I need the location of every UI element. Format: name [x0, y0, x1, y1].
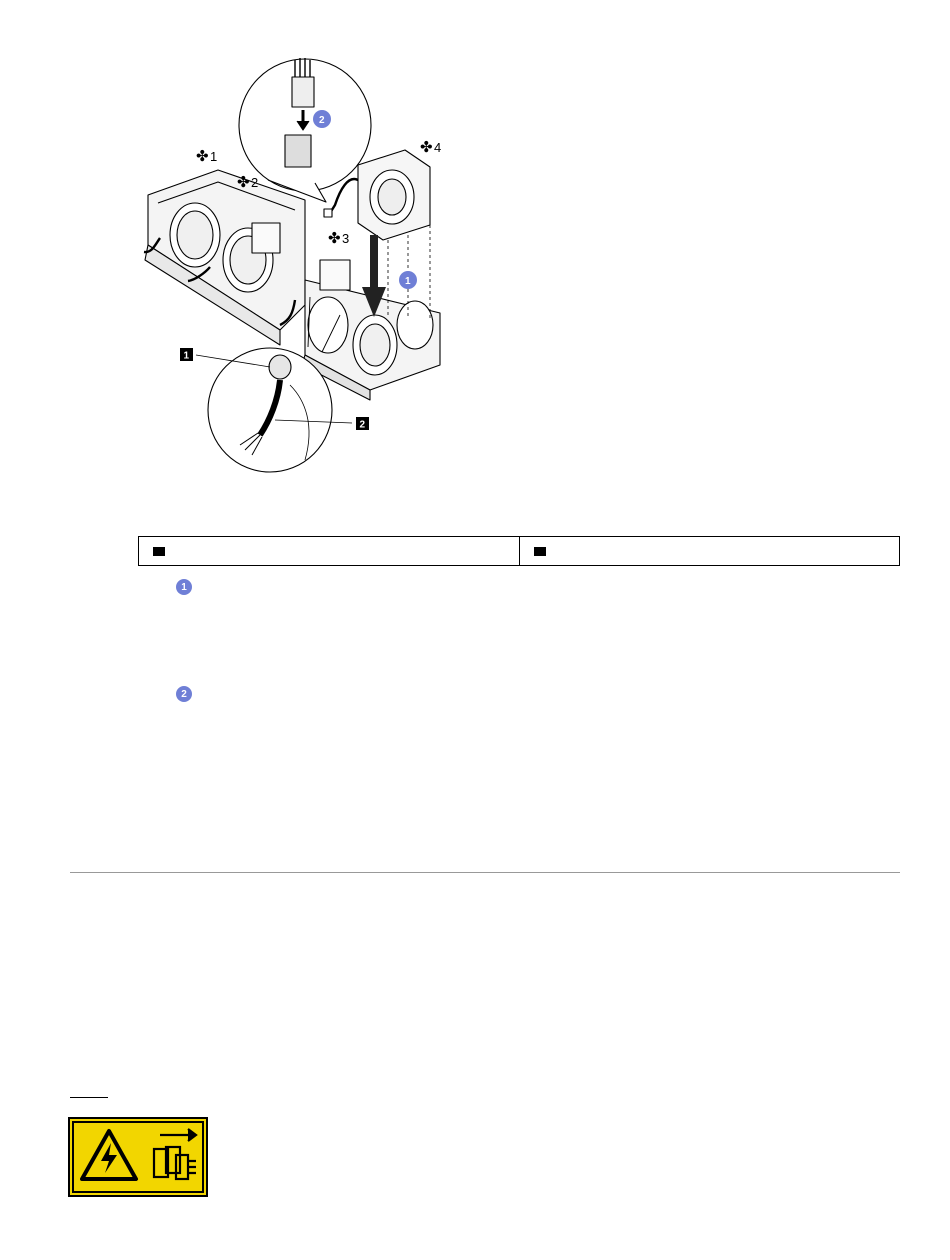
fan-number-label: 1	[210, 149, 218, 164]
fan-number-label: 4	[434, 140, 442, 155]
fan-icon: ✤	[237, 174, 250, 191]
callout-cell	[519, 537, 900, 565]
callout-number: 1	[183, 350, 190, 362]
callout-number: 2	[359, 419, 366, 431]
callout-marker	[534, 547, 546, 556]
step-2-badge: 2	[176, 686, 192, 702]
fan-installation-illustration	[130, 55, 470, 480]
section-divider	[70, 872, 900, 873]
fan-number-label: 3	[342, 231, 350, 246]
fan-icon: ✤	[420, 139, 433, 156]
callout-marker	[153, 547, 165, 556]
fan-number-label: 2	[251, 175, 259, 190]
label-rule	[70, 1097, 108, 1098]
warning-label	[68, 1117, 208, 1197]
fan-icon: ✤	[196, 148, 209, 165]
callout-cell	[139, 537, 519, 565]
step-1-badge: 1	[176, 579, 192, 595]
callout-table	[138, 536, 900, 566]
fan-icon: ✤	[328, 230, 341, 247]
step-number: 2	[319, 115, 325, 126]
step-number: 1	[405, 276, 411, 287]
